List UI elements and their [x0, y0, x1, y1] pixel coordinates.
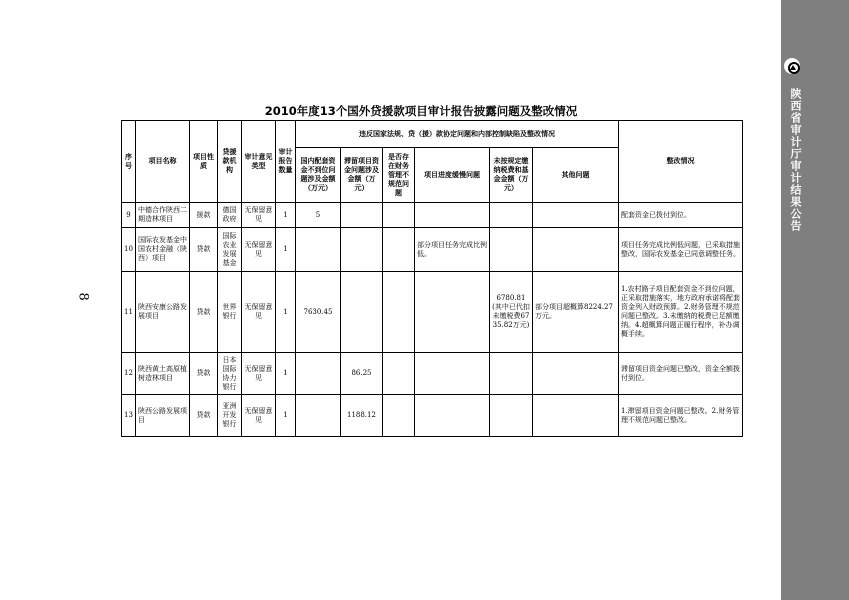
header-sub-1: 国内配套资金不到位问题涉及金额（万元）	[296, 148, 341, 203]
cell-nature: 贷款	[190, 228, 218, 272]
cell-c6	[533, 395, 619, 437]
audit-logo-icon	[784, 58, 800, 74]
cell-c5	[490, 228, 533, 272]
cell-fix: 项目任务完成比例低问题，已采取措施整改，国际农发基金已同意调整任务。	[619, 228, 743, 272]
cell-fix: 1.滞留项目资金问题已整改。2.财务管理不规范问题已整改。	[619, 395, 743, 437]
cell-c3	[383, 395, 415, 437]
cell-name: 中德合作陕西二期造林项目	[136, 203, 190, 228]
sidebar-band	[781, 0, 849, 600]
cell-c2	[341, 203, 383, 228]
page-number: 8	[75, 292, 91, 301]
cell-c5	[490, 395, 533, 437]
cell-c3	[383, 203, 415, 228]
cell-lender: 国际农业发展基金	[218, 228, 242, 272]
cell-c5	[490, 203, 533, 228]
cell-c6	[533, 228, 619, 272]
cell-count: 1	[276, 353, 296, 395]
header-opinion-type: 审计意见类型	[242, 121, 276, 203]
cell-c4	[415, 395, 490, 437]
header-sub-6: 其他问题	[533, 148, 619, 203]
cell-nature: 援款	[190, 203, 218, 228]
cell-no: 12	[122, 353, 136, 395]
cell-lender: 德国政府	[218, 203, 242, 228]
cell-count: 1	[276, 228, 296, 272]
cell-name: 陕西黄土高原植树造林项目	[136, 353, 190, 395]
audit-table	[121, 120, 743, 437]
header-seq: 序号	[122, 121, 136, 203]
cell-count: 1	[276, 395, 296, 437]
cell-c4	[415, 272, 490, 353]
header-sub-3: 是否存在财务管理不规范问题	[383, 148, 415, 203]
cell-c2	[341, 272, 383, 353]
table-row	[122, 395, 743, 437]
cell-nature: 贷款	[190, 395, 218, 437]
header-lender: 贷援款机构	[218, 121, 242, 203]
table-row	[122, 203, 743, 228]
cell-c5: 6780.81(其中已代扣未缴税费6735.82万元)	[490, 272, 533, 353]
cell-fix: 1.农村路子项目配套资金不到位问题，正采取措施落实，地方政府承诺将配套资金列入财政预算。2.财务管理不规范问题已整改。3.未缴纳的税费已足额缴纳。4.超概算问题正履行程序，补办调概手续。	[619, 272, 743, 353]
cell-c6: 部分项目超概算8224.27万元。	[533, 272, 619, 353]
cell-no: 13	[122, 395, 136, 437]
cell-opinion: 无保留意见	[242, 272, 276, 353]
cell-lender: 世界银行	[218, 272, 242, 353]
cell-c1	[296, 228, 341, 272]
header-rectification: 整改情况	[619, 121, 743, 203]
cell-opinion: 无保留意见	[242, 353, 276, 395]
cell-c4	[415, 353, 490, 395]
cell-c4	[415, 203, 490, 228]
cell-name: 国际农发基金中国农村金融（陕西）项目	[136, 228, 190, 272]
cell-c4: 部分项目任务完成比例低。	[415, 228, 490, 272]
cell-c3	[383, 353, 415, 395]
cell-c1: 5	[296, 203, 341, 228]
cell-c1: 7630.45	[296, 272, 341, 353]
table-row	[122, 272, 743, 353]
cell-nature: 贷款	[190, 353, 218, 395]
cell-c1	[296, 395, 341, 437]
header-name: 项目名称	[136, 121, 190, 203]
cell-fix: 滞留项目资金问题已整改，资金全额拨付到位。	[619, 353, 743, 395]
cell-opinion: 无保留意见	[242, 203, 276, 228]
table-row	[122, 228, 743, 272]
cell-c2	[341, 228, 383, 272]
cell-c2: 1188.12	[341, 395, 383, 437]
cell-c6	[533, 203, 619, 228]
cell-count: 1	[276, 203, 296, 228]
cell-no: 11	[122, 272, 136, 353]
cell-c3	[383, 228, 415, 272]
header-sub-5: 未按规定缴纳税费和基金金额（万元）	[490, 148, 533, 203]
header-sub-2: 滞留项目资金问题涉及金额（万元）	[341, 148, 383, 203]
header-sub-4: 项目进度缓慢问题	[415, 148, 490, 203]
table-title: 2010年度13个国外贷援款项目审计报告披露问题及整改情况	[264, 104, 578, 118]
cell-c3	[383, 272, 415, 353]
cell-opinion: 无保留意见	[242, 395, 276, 437]
cell-lender: 亚洲开发银行	[218, 395, 242, 437]
cell-count: 1	[276, 272, 296, 353]
cell-no: 9	[122, 203, 136, 228]
cell-c1	[296, 353, 341, 395]
cell-fix: 配套资金已拨付到位。	[619, 203, 743, 228]
header-report-count: 审计报告数量	[276, 121, 296, 203]
sidebar-title: 陕西省审计厅审计结果公告	[789, 88, 802, 232]
cell-c2: 86.25	[341, 353, 383, 395]
cell-lender: 日本国际协力银行	[218, 353, 242, 395]
table-row	[122, 353, 743, 395]
cell-opinion: 无保留意见	[242, 228, 276, 272]
cell-name: 陕西公路发展项目	[136, 395, 190, 437]
cell-c6	[533, 353, 619, 395]
cell-name: 陕西安康公路发展项目	[136, 272, 190, 353]
cell-nature: 贷款	[190, 272, 218, 353]
cell-no: 10	[122, 228, 136, 272]
cell-c5	[490, 353, 533, 395]
header-nature: 项目性质	[190, 121, 218, 203]
header-violation-group: 违反国家法规、贷（援）款协定问题和内部控制缺陷及整改情况	[296, 121, 619, 148]
